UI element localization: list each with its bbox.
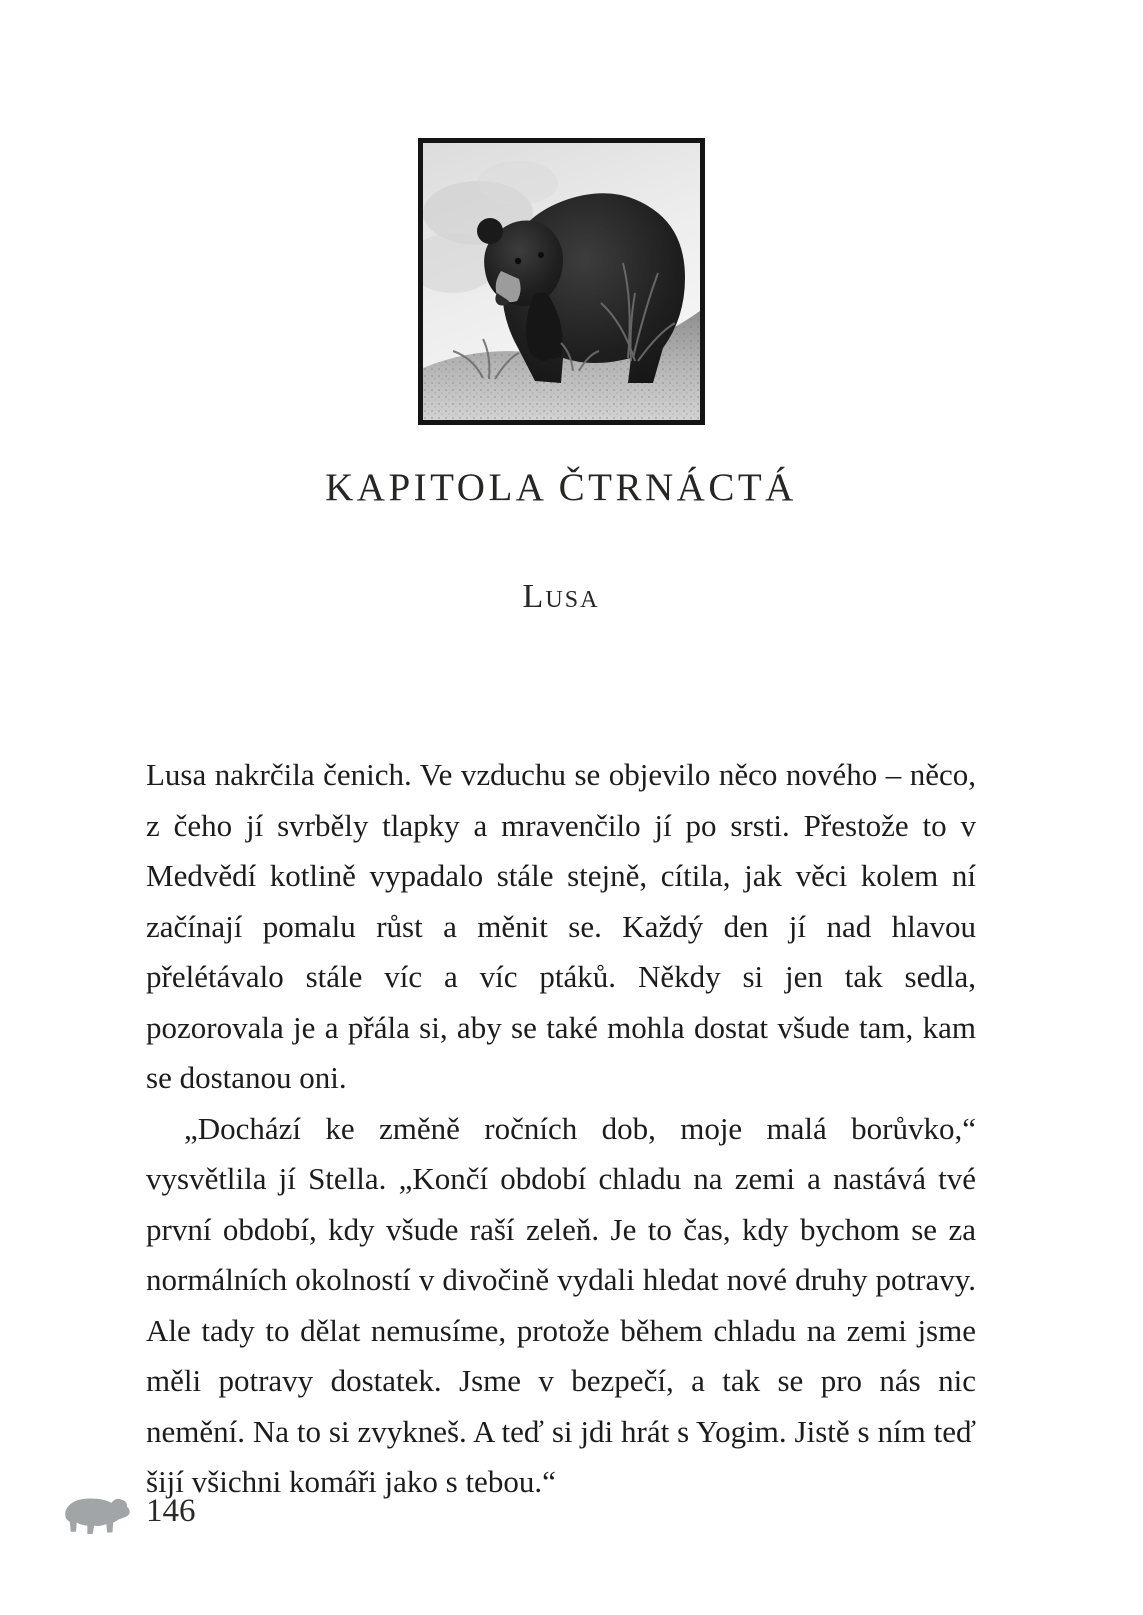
chapter-subtitle: Lusa: [522, 578, 600, 615]
bear-illustration-icon: [423, 143, 700, 420]
paragraph: „Dochází ke změně ročních dob, moje malá borůvko,“ vysvětlila jí Stella. „Končí období chladu na zemi a nastává tvé první období, kdy všude raší zeleň. Je to čas, kdy bychom se za normálních okolností v divočině vydali hledat nové druhy potravy. Ale tady to dělat nemusíme, protože během chladu na zemi jsme měli potravy dostatek. Jsme v bezpečí, a tak se pro nás nic nemění. Na to si zvykneš. A teď si jdi hrát s Yogim. Jistě s ním teď šijí všichni komáři jako s tebou.“: [146, 1110, 976, 1499]
page-number: 146: [146, 1493, 196, 1529]
body-text: [146, 750, 976, 1508]
paragraph: Lusa nakrčila čenich. Ve vzduchu se objevilo něco nového – něco, z čeho jí svrběly tlapky a mravenčilo jí po srsti. Přestože to v Medvědí kotlině vypadalo stále stejně, cítila, jak věci kolem ní začínají pomalu růst a měnit se. Každý den jí nad hlavou přelétávalo stále víc a víc ptáků. Někdy si jen tak sedla, pozorovala je a přála si, aby se také mohla dostat všude tam, kam se dostanou oni.: [146, 757, 976, 1095]
chapter-illustration-frame: [418, 138, 705, 425]
walking-bear-silhouette-icon: [60, 1490, 136, 1540]
chapter-title: KAPITOLA ČTRNÁCTÁ: [325, 466, 797, 509]
